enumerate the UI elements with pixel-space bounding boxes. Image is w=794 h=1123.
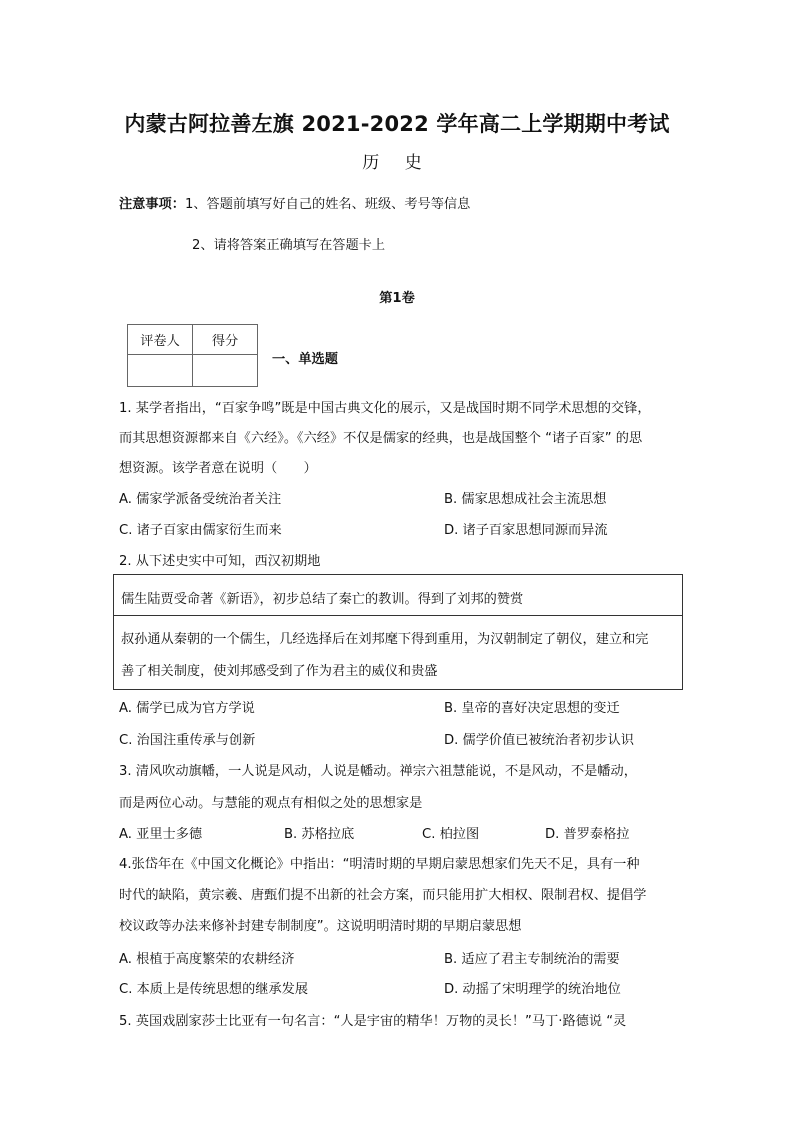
score-table-blank-row <box>128 355 258 387</box>
q3-line-1: 3. 清风吹动旗幡，一人说是风动，人说是幡动。禅宗六祖慧能说，不是风动，不是幡动， <box>119 764 637 779</box>
q1-option-a: A. 儒家学派备受统治者关注 <box>119 492 282 507</box>
score-col-grader: 评卷人 <box>128 325 193 355</box>
q5-line-1: 5. 英国戏剧家莎士比亚有一句名言：“人是宇宙的精华！万物的灵长！”马丁·路德说 “灵 <box>119 1014 627 1029</box>
notice-item-1: 1、答题前填写好自己的姓名、班级、考号等信息 <box>184 197 471 212</box>
section-heading: 一、单选题 <box>272 352 338 367</box>
q1-line-2: 而其思想资源都来自《六经》。《六经》不仅是儒家的经典，也是战国整个 “诸子百家” 的思 <box>119 431 643 446</box>
q3-option-d: D. 普罗泰格拉 <box>545 827 630 842</box>
subject-title: 历 史 <box>362 153 432 173</box>
notice-item-2: 2、请将答案正确填写在答题卡上 <box>192 238 386 253</box>
score-table <box>127 324 258 387</box>
q3-option-c: C. 柏拉图 <box>422 827 480 842</box>
q2-option-d: D. 儒学价值已被统治者初步认识 <box>444 733 634 748</box>
q2-option-b: B. 皇帝的喜好决定思想的变迁 <box>444 701 620 716</box>
q4-option-d: D. 动摇了宋明理学的统治地位 <box>444 982 621 997</box>
notice-label: 注意事项： <box>119 197 185 212</box>
q4-line-3: 校议政等办法来修补封建专制制度”。这说明明清时期的早期启蒙思想 <box>119 919 522 934</box>
notice-line-1 <box>119 193 470 212</box>
q4-option-c: C. 本质上是传统思想的继承发展 <box>119 982 309 997</box>
q2-line-1: 2. 从下述史实中可知，西汉初期地 <box>119 554 321 569</box>
q1-option-b: B. 儒家思想成社会主流思想 <box>444 492 607 507</box>
q4-line-1: 4.张岱年在《中国文化概论》中指出：“明清时期的早期启蒙思想家们先天不足，具有一种 <box>119 857 640 872</box>
q4-line-2: 时代的缺陷，黄宗羲、唐甄们提不出新的社会方案，而只能用扩大相权、限制君权、提倡学 <box>119 888 647 903</box>
exam-title: 内蒙古阿拉善左旗 2021-2022 学年高二上学期期中考试 <box>124 112 670 136</box>
q3-option-b: B. 苏格拉底 <box>284 827 355 842</box>
score-col-score: 得分 <box>193 325 258 355</box>
q2-option-a: A. 儒学已成为官方学说 <box>119 701 255 716</box>
q2-material-2b: 善了相关制度，使刘邦感受到了作为君主的威仪和贵盛 <box>121 664 438 679</box>
q3-option-a: A. 亚里士多德 <box>119 827 203 842</box>
score-cell-score <box>193 355 258 387</box>
q3-line-2: 而是两位心动。与慧能的观点有相似之处的思想家是 <box>119 796 423 811</box>
q1-option-c: C. 诸子百家由儒家衍生而来 <box>119 523 282 538</box>
q2-material-1: 儒生陆贾受命著《新语》，初步总结了秦亡的教训。得到了刘邦的赞赏 <box>121 592 524 607</box>
score-cell-grader <box>128 355 193 387</box>
score-table-header <box>128 325 258 355</box>
q4-option-a: A. 根植于高度繁荣的农耕经济 <box>119 952 295 967</box>
q1-option-d: D. 诸子百家思想同源而异流 <box>444 523 608 538</box>
q1-line-1: 1. 某学者指出，“百家争鸣”既是中国古典文化的展示，又是战国时期不同学术思想的交锋， <box>119 401 651 416</box>
q1-line-3: 想资源。该学者意在说明（ ） <box>119 461 317 476</box>
volume-heading: 第1卷 <box>379 291 415 306</box>
q2-option-c: C. 治国注重传承与创新 <box>119 733 256 748</box>
q2-material-2a: 叔孙通从秦朝的一个儒生，几经选择后在刘邦麾下得到重用，为汉朝制定了朝仪，建立和完 <box>121 632 649 647</box>
q4-option-b: B. 适应了君主专制统治的需要 <box>444 952 620 967</box>
